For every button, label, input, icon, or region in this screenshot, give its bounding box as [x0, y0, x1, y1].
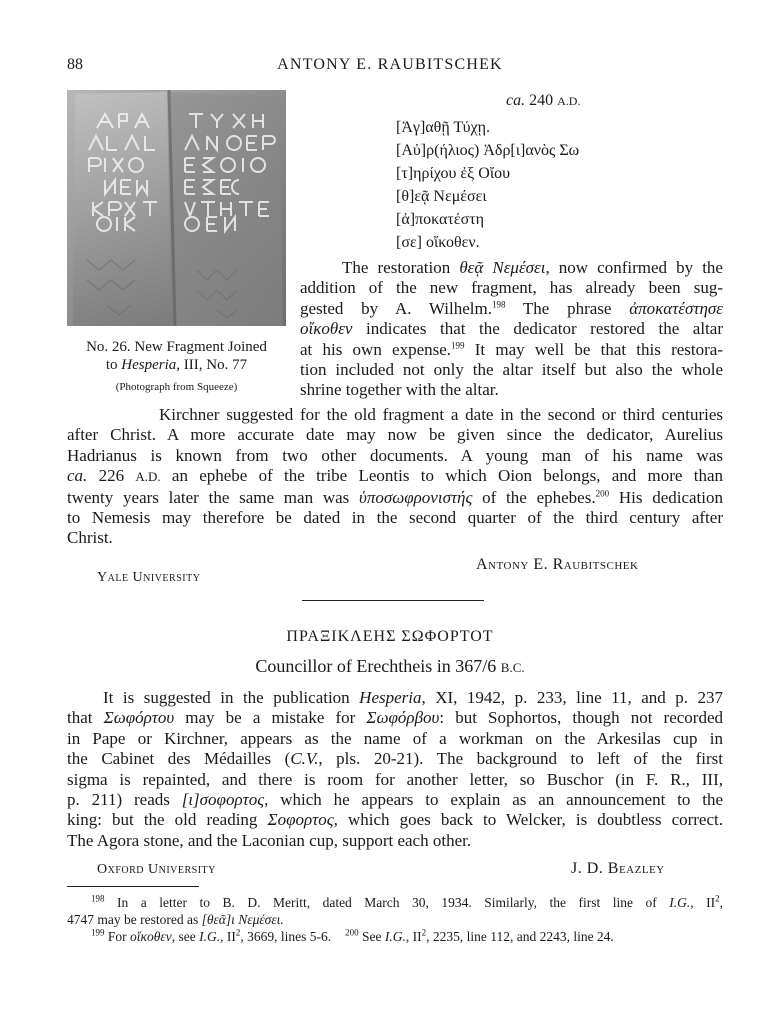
caption-line-2: [67, 356, 286, 374]
footnote-199-200: [67, 928, 723, 945]
greek-text: [θεᾶ]ι Νεμέσει.: [201, 912, 284, 927]
body2-line: Christ.: [67, 528, 113, 548]
text: I.G.: [199, 929, 221, 944]
body1-line: addition of the new fragment, has already been sug-: [300, 278, 723, 298]
body2-line: to Nemesis may therefore be dated in the second quarter of the third century after: [67, 508, 723, 528]
text: I.G.: [669, 895, 691, 910]
caption-line-1: No. 26. New Fragment Joined: [86, 339, 267, 355]
text: at his own expense.: [300, 339, 452, 359]
running-head: ANTONY E. RAUBITSCHEK: [277, 56, 503, 73]
body1-line: [300, 258, 723, 278]
body1-line: tion included not only the altar itself but also the whole: [300, 360, 723, 380]
greek-text: [ι]σοφορτος: [181, 790, 265, 810]
article2-line: [67, 749, 723, 769]
caption-text: to: [105, 357, 122, 373]
inscription-line-5: [ἀ]ποκατέστη: [396, 211, 484, 228]
footnote-198-line-2: [67, 911, 723, 928]
article2-line: in Pape or Kirchner, appears as the name of a workman on the Arkesilas cup in: [67, 728, 723, 748]
body2-line: after Christ. A more accurate date may now be given since the dedicator, Aurelius: [67, 425, 723, 445]
article2-line: The Agora stone, and the Laconian cup, support each other.: [67, 830, 472, 850]
text: the Cabinet des Médailles (: [67, 749, 291, 769]
article-title: ΠΡΑΞΙΚΛΕΗΣ ΣΩΦΟΡΤΟΤ: [286, 628, 494, 645]
text: : but Sophortos, though not recorded: [439, 708, 723, 728]
greek-text: ἀποκατέστησε: [629, 298, 723, 318]
inscription-line-3: [τ]ηρίχου ἐξ Οἴου: [396, 165, 511, 182]
footnote-ref: 199: [451, 339, 465, 350]
text: The restoration: [342, 258, 460, 277]
text: p. 211) reads: [67, 790, 182, 810]
text: twenty years later the same man was: [67, 487, 360, 507]
text: , which he appears to explain as an announcement to the: [264, 790, 723, 810]
page-number: 88: [67, 56, 83, 73]
caption-journal: Hesperia: [121, 357, 177, 373]
inscription-line-2: [Αὐ]ρ(ήλιος) Ἁδρ[ι]ανὸς Σω: [396, 142, 580, 159]
text: 226: [87, 466, 136, 486]
footnote-ref: 198: [491, 299, 506, 310]
date-era: A.D.: [557, 94, 581, 108]
body1-line: [300, 340, 723, 360]
text: , 2235, line 112, and 2243, line 24.: [426, 929, 614, 944]
section-divider: [302, 600, 484, 601]
text: indicates that the dedicator restored the altar: [352, 319, 723, 339]
body1-line: [300, 299, 723, 319]
greek-text: οἴκοθεν: [300, 319, 353, 339]
text: 4747 may be restored as: [67, 912, 202, 927]
footnote-ref: 200: [595, 487, 610, 498]
inscription-photograph: [67, 90, 286, 326]
text: It is suggested in the publication: [103, 688, 360, 707]
text: that: [67, 708, 104, 728]
superscript: 2: [235, 927, 241, 938]
footnote-number: 199: [91, 927, 105, 938]
journal: Hesperia: [359, 688, 422, 707]
article2-line: [67, 790, 723, 810]
text: ,: [719, 895, 723, 910]
text: may be a mistake for: [174, 708, 367, 728]
inscription-line-6: [σε] οἴκοθεν.: [396, 234, 480, 251]
inscription-line-1: [Ἀγ]αθῇ Τύχῃ.: [396, 119, 490, 136]
superscript: 2: [421, 927, 427, 938]
body2-line: Hadrianus is known from two other documents. A young man of his name was: [67, 445, 723, 465]
footnotes: [67, 894, 723, 945]
article2-line: [67, 708, 723, 728]
greek-text: Σωφόρτου: [103, 708, 175, 728]
text: It may well be that this restora-: [464, 339, 724, 359]
caption-source: (Photograph from Squeeze): [115, 381, 238, 393]
text: , which goes back to Welcker, is doubtless correct.: [333, 810, 723, 830]
body1-line: [300, 319, 723, 339]
text: king: but the old reading: [67, 810, 268, 830]
affiliation-1: Yale University: [97, 570, 201, 585]
text: , see: [171, 929, 200, 944]
date-year: 240: [525, 92, 558, 109]
greek-text: οἴκοθεν: [130, 929, 172, 944]
inscription-line-4: [θ]εᾷ Νεμέσει: [396, 188, 487, 205]
article-subtitle: [0, 656, 780, 677]
text: of the ephebes.: [472, 487, 596, 507]
body1-line: shrine together with the altar.: [300, 380, 499, 400]
footnote-198-line-1: [67, 894, 723, 911]
article2-line: sigma is repainted, and there is room for another letter, so Buschor (in F. R., III,: [67, 769, 723, 789]
text: gested by A. Wilhelm.: [300, 298, 492, 318]
era: B.C.: [500, 660, 525, 675]
text: , pls. 20-21). The background to left of the first: [318, 749, 723, 769]
footnote-number: 200: [345, 927, 359, 938]
figure-caption: [67, 338, 286, 396]
text: , II: [220, 929, 236, 944]
text: , II: [405, 929, 422, 944]
text: , II: [690, 895, 716, 910]
body2-line: [67, 466, 723, 487]
body1-paragraph: [300, 258, 723, 401]
article2-line: [67, 810, 723, 830]
text: , XI, 1942, p. 233, line 11, and p. 237: [421, 688, 723, 707]
era: A.D.: [135, 469, 161, 485]
inscription-date: [506, 92, 580, 110]
text: For: [104, 929, 131, 944]
squeeze-image: [67, 90, 286, 326]
footnote-rule: [67, 886, 199, 887]
body2-line: Kirchner suggested for the old fragment a date in the second or third centuries: [159, 405, 723, 424]
greek-text: θεᾷ Νεμέσει: [459, 258, 546, 277]
author-signature-2: J. D. Beazley: [571, 860, 665, 877]
footnote-number: 198: [91, 893, 105, 904]
text: See: [358, 929, 385, 944]
text: an ephebe of the tribe Leontis to which Oion belongs, and more than: [160, 466, 724, 486]
text: C.V.: [290, 749, 319, 769]
text: , 3669, lines 5-6.: [240, 929, 332, 944]
greek-text: Σοφορτος: [267, 810, 334, 830]
text: Councillor of Erechtheis in 367/6: [255, 656, 501, 676]
text: In a letter to B. D. Meritt, dated March 30, 1934. Similarly, the first line of: [104, 895, 670, 910]
date-ca: ca.: [506, 92, 526, 109]
article2-paragraph: [67, 688, 723, 851]
text: The phrase: [505, 298, 630, 318]
superscript: 2: [715, 893, 720, 904]
text: I.G.: [384, 929, 406, 944]
body2-line: [67, 488, 723, 508]
greek-text: Σωφόρβου: [366, 708, 440, 728]
body2-paragraph: [67, 405, 723, 549]
text: ca.: [67, 466, 88, 486]
text: His dedication: [609, 487, 724, 507]
affiliation-2: Oxford University: [97, 862, 216, 877]
caption-text: , III, No. 77: [176, 357, 248, 373]
author-signature-1: Antony E. Raubitschek: [476, 556, 639, 573]
greek-text: ὑποσωφρονιστής: [359, 487, 473, 507]
article2-line: [67, 688, 723, 708]
text: , now confirmed by the: [545, 258, 723, 277]
